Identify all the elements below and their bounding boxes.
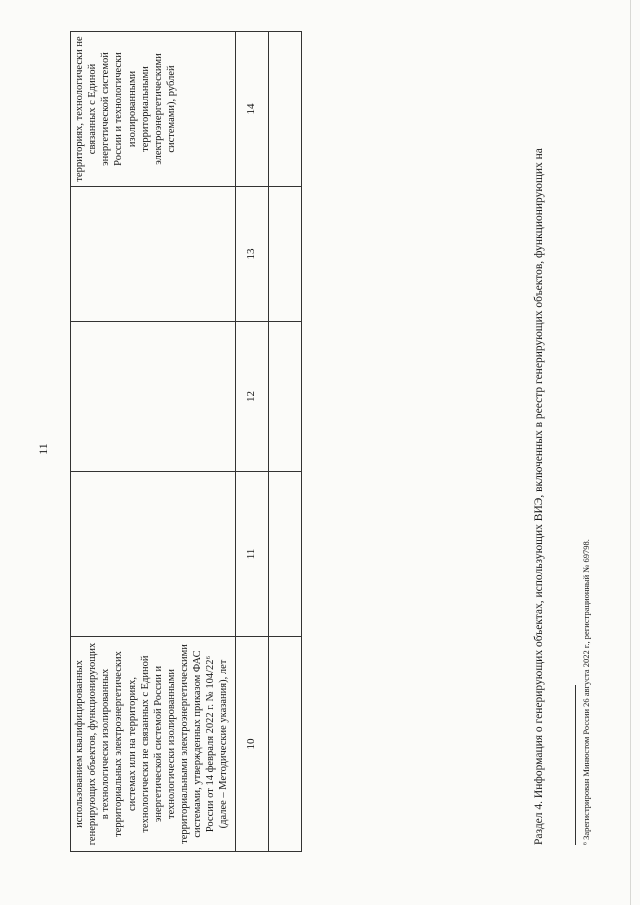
column-number: 12	[236, 322, 269, 472]
page-number: 11	[36, 443, 50, 455]
empty-data-row	[269, 32, 302, 852]
footnote: ⁶ Зарегистрирован Минюстом России 26 августа 2022 г., регистрационный № 69798.	[581, 539, 591, 845]
header-cell-13	[71, 187, 236, 322]
table-cell	[269, 187, 302, 322]
footnote-divider	[575, 685, 576, 845]
header-cell-11	[71, 472, 236, 637]
header-cell-10: использованием квалифицированных генерирующих объектов, функционирующих в технологически изолированных территориальных электроэнергетических системах или на территориях, технологически не связанных с Единой энергетической системой России и технологически изолированными территориальными электроэнергетическими системами, утвержденных приказом ФАС России от 14 февраля 2022 г. № 104/22⁶ (далее – Методические указания), лет	[71, 637, 236, 852]
column-number: 10	[236, 637, 269, 852]
data-table	[70, 31, 302, 852]
header-cell-12	[71, 322, 236, 472]
table-cell	[269, 472, 302, 637]
column-number: 11	[236, 472, 269, 637]
section-heading: Раздел 4. Информация о генерирующих объектах, использующих ВИЭ, включенных в реестр генерирующих объектов, функционирующих на	[533, 148, 545, 845]
scan-edge-line	[630, 0, 631, 905]
table-cell	[269, 32, 302, 187]
table-header-row	[71, 32, 236, 852]
table-cell	[269, 637, 302, 852]
header-cell-14: территориях, технологически не связанных с Единой энергетической системой России и технологически изолированными территориальными электроэнергетическими системами), рублей	[71, 32, 236, 187]
table-cell	[269, 322, 302, 472]
column-number: 14	[236, 32, 269, 187]
column-number: 13	[236, 187, 269, 322]
column-number-row	[236, 32, 269, 852]
